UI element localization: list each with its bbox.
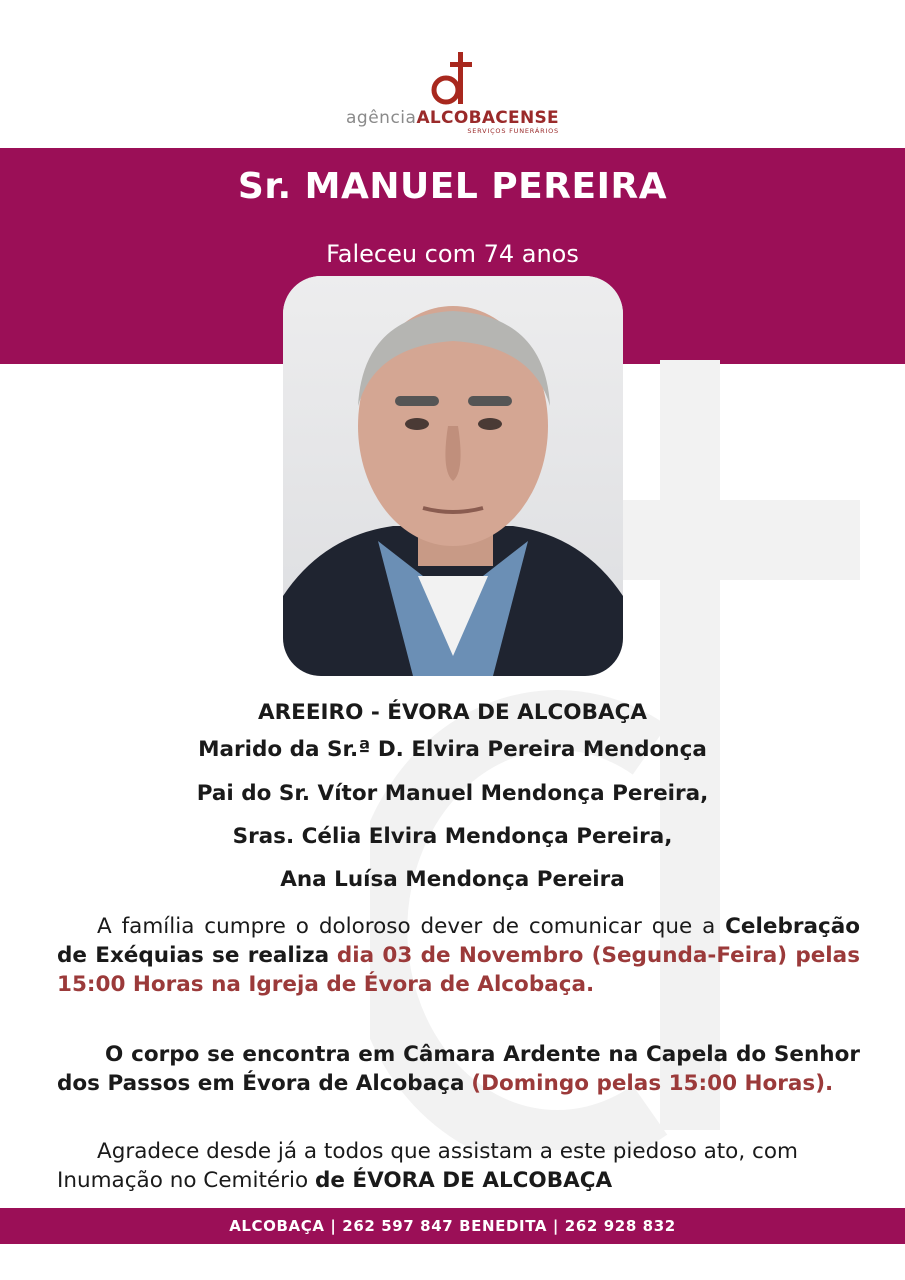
thanks-paragraph [57, 1137, 860, 1195]
ceremony-title: Celebração de Exéquias se realiza [57, 914, 860, 968]
brand-logo [0, 50, 905, 137]
deceased-name: Sr. MANUEL PEREIRA [237, 166, 668, 207]
ceremony-datetime: dia 03 de Novembro (Segunda-Feira) pelas 15:00 Horas na Igreja de Évora de Alcobaça. [57, 943, 860, 997]
footer-contacts: ALCOBAÇA | 262 597 847 BENEDITA | 262 928 832 [0, 1208, 905, 1244]
age-line: Faleceu com 74 anos [326, 240, 579, 268]
cemetery-name: de ÉVORA DE ALCOBAÇA [314, 1168, 613, 1193]
brand-tagline: SERVIÇOS FUNERÁRIOS [467, 127, 559, 135]
children-line-2: Sras. Célia Elvira Mendonça Pereira, [232, 824, 673, 849]
children-line-1: Pai do Sr. Vítor Manuel Mendonça Pereira, [196, 781, 709, 806]
ceremony-intro: A família cumpre o doloroso dever de comunicar que a [97, 914, 716, 939]
brand-name-part2: ALCOBACENSE [416, 108, 559, 128]
wake-location: O corpo se encontra em Câmara Ardente na Capela do Senhor dos Passos em Évora de Alcobaça [57, 1042, 860, 1096]
cross-d-logo-icon [431, 50, 475, 108]
wake-time: (Domingo pelas 15:00 Horas). [471, 1071, 834, 1096]
thanks-text: Agradece desde já a todos que assistam a este piedoso ato, com Inumação no Cemitério [57, 1139, 798, 1193]
spouse-line: Marido da Sr.ª D. Elvira Pereira Mendonça [198, 737, 707, 762]
children-line-3: Ana Luísa Mendonça Pereira [280, 867, 625, 892]
brand-wordmark [346, 110, 559, 135]
wake-paragraph [57, 1040, 860, 1098]
brand-name-part1: agência [346, 108, 417, 128]
ceremony-paragraph [57, 912, 860, 999]
portrait-photo [283, 276, 623, 676]
location-line: AREEIRO - ÉVORA DE ALCOBAÇA [257, 700, 648, 725]
